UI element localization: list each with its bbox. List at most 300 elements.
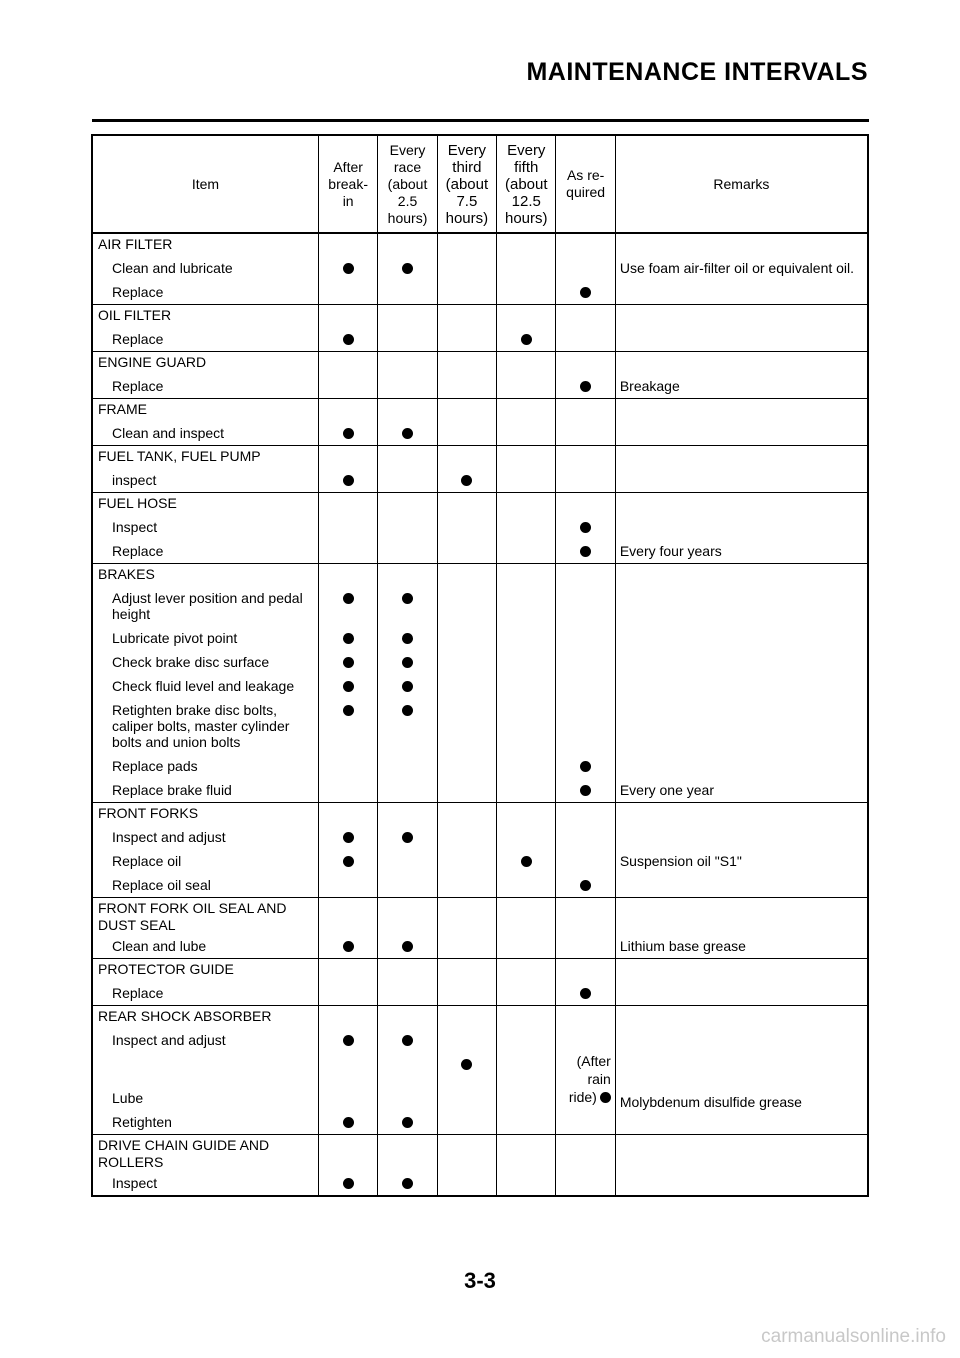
interval-cell <box>437 421 496 446</box>
filled-circle-icon <box>402 633 413 644</box>
category-label: PROTECTOR GUIDE <box>92 959 318 982</box>
interval-cell <box>318 981 377 1006</box>
filled-circle-icon <box>343 263 354 274</box>
filled-circle-icon <box>402 1178 413 1189</box>
remark-text <box>615 754 868 778</box>
category-label: ENGINE GUARD <box>92 352 318 375</box>
empty-cell <box>615 1135 868 1172</box>
filled-circle-icon <box>343 856 354 867</box>
filled-circle-icon <box>343 428 354 439</box>
interval-cell <box>497 1028 556 1052</box>
empty-cell <box>497 493 556 516</box>
empty-cell <box>378 446 437 469</box>
interval-cell <box>497 515 556 539</box>
empty-cell <box>615 1006 868 1029</box>
column-header-line: 7.5 <box>456 192 478 210</box>
interval-cell <box>318 778 377 803</box>
interval-cell <box>378 825 437 849</box>
table-row <box>92 778 868 803</box>
item-label: Replace <box>92 374 318 399</box>
interval-cell <box>437 468 496 493</box>
interval-cell <box>437 873 496 898</box>
empty-cell <box>497 352 556 375</box>
header-row <box>92 135 868 233</box>
column-header-line: break- <box>328 175 368 192</box>
interval-cell <box>318 849 377 873</box>
interval-cell <box>318 515 377 539</box>
empty-cell <box>378 352 437 375</box>
interval-cell <box>556 873 615 898</box>
interval-cell <box>556 626 615 650</box>
column-header <box>92 135 318 233</box>
interval-cell <box>497 626 556 650</box>
category-row <box>92 803 868 826</box>
category-label: BRAKES <box>92 564 318 587</box>
interval-cell <box>556 1052 615 1110</box>
category-row <box>92 959 868 982</box>
interval-cell <box>318 468 377 493</box>
column-header-line: As re- <box>566 167 605 183</box>
empty-cell <box>378 898 437 935</box>
column-header-line: Remarks <box>713 175 770 192</box>
item-label: Replace pads <box>92 754 318 778</box>
remark-text: Lithium base grease <box>615 934 868 959</box>
category-label: OIL FILTER <box>92 305 318 328</box>
interval-cell <box>318 934 377 959</box>
empty-cell <box>615 493 868 516</box>
item-label: Replace oil <box>92 849 318 873</box>
interval-cell <box>378 873 437 898</box>
interval-cell <box>437 698 496 754</box>
empty-cell <box>556 959 615 982</box>
filled-circle-icon <box>580 546 591 557</box>
interval-cell <box>556 981 615 1006</box>
remark-text: Molybdenum disulfide grease <box>615 1052 868 1110</box>
remark-text <box>615 1171 868 1196</box>
interval-cell <box>497 421 556 446</box>
filled-circle-icon <box>461 475 472 486</box>
interval-cell <box>437 539 496 564</box>
interval-cell <box>437 674 496 698</box>
interval-cell <box>378 674 437 698</box>
interval-cell <box>318 374 377 399</box>
column-header <box>615 135 868 233</box>
item-label: Replace <box>92 280 318 305</box>
column-header-line: hours) <box>505 209 548 227</box>
empty-cell <box>318 803 377 826</box>
remark-text <box>615 586 868 626</box>
empty-cell <box>615 352 868 375</box>
category-label: FUEL TANK, FUEL PUMP <box>92 446 318 469</box>
interval-cell <box>378 327 437 352</box>
table-row <box>92 539 868 564</box>
empty-cell <box>437 399 496 422</box>
filled-circle-icon <box>402 941 413 952</box>
filled-circle-icon <box>461 1059 472 1070</box>
interval-cell <box>497 650 556 674</box>
interval-cell <box>497 539 556 564</box>
interval-cell <box>497 1171 556 1196</box>
empty-cell <box>556 898 615 935</box>
remark-text <box>615 981 868 1006</box>
remark-text <box>615 1110 868 1135</box>
interval-cell <box>318 825 377 849</box>
category-row <box>92 898 868 935</box>
interval-cell <box>497 374 556 399</box>
empty-cell <box>318 446 377 469</box>
empty-cell <box>615 564 868 587</box>
remark-text: Every one year <box>615 778 868 803</box>
interval-cell <box>378 515 437 539</box>
item-label: Retighten brake disc bolts, caliper bolts, master cylinder bolts and union bolts <box>92 698 318 754</box>
empty-cell <box>556 564 615 587</box>
table-row <box>92 515 868 539</box>
interval-cell <box>378 1028 437 1052</box>
as-required-note: (After <box>576 1053 611 1069</box>
interval-cell <box>437 586 496 626</box>
page-number: 3-3 <box>464 1268 496 1293</box>
empty-cell <box>497 898 556 935</box>
category-row <box>92 1006 868 1029</box>
filled-circle-icon <box>600 1092 611 1103</box>
interval-cell <box>497 327 556 352</box>
interval-cell <box>556 1110 615 1135</box>
item-label: Clean and lubricate <box>92 256 318 280</box>
interval-cell <box>497 981 556 1006</box>
interval-cell <box>378 698 437 754</box>
table-row <box>92 374 868 399</box>
interval-cell <box>497 586 556 626</box>
empty-cell <box>437 446 496 469</box>
interval-cell <box>378 1052 437 1110</box>
column-header-line: quired <box>566 184 606 200</box>
category-row <box>92 564 868 587</box>
item-label: Lubricate pivot point <box>92 626 318 650</box>
filled-circle-icon <box>402 832 413 843</box>
empty-cell <box>318 352 377 375</box>
table-row <box>92 421 868 446</box>
interval-cell <box>556 539 615 564</box>
filled-circle-icon <box>343 334 354 345</box>
column-header-line: Item <box>191 175 220 192</box>
interval-cell <box>318 1171 377 1196</box>
filled-circle-icon <box>343 681 354 692</box>
interval-cell <box>556 754 615 778</box>
column-header <box>378 135 437 233</box>
interval-cell <box>437 754 496 778</box>
table-row <box>92 1110 868 1135</box>
category-row <box>92 305 868 328</box>
item-label: Inspect and adjust <box>92 825 318 849</box>
column-header-line: hours) <box>387 209 428 226</box>
column-header <box>318 135 377 233</box>
empty-cell <box>497 446 556 469</box>
item-label: Retighten <box>92 1110 318 1135</box>
empty-cell <box>615 233 868 256</box>
interval-cell <box>497 849 556 873</box>
table-row <box>92 674 868 698</box>
filled-circle-icon <box>402 593 413 604</box>
empty-cell <box>615 898 868 935</box>
interval-cell <box>437 981 496 1006</box>
remark-text <box>615 674 868 698</box>
item-label: Replace brake fluid <box>92 778 318 803</box>
filled-circle-icon <box>343 1178 354 1189</box>
item-label: Clean and lube <box>92 934 318 959</box>
empty-cell <box>378 493 437 516</box>
interval-cell <box>556 374 615 399</box>
filled-circle-icon <box>580 287 591 298</box>
interval-cell <box>497 778 556 803</box>
category-row <box>92 352 868 375</box>
empty-cell <box>556 233 615 256</box>
empty-cell <box>556 1135 615 1172</box>
empty-cell <box>556 305 615 328</box>
filled-circle-icon <box>343 705 354 716</box>
interval-cell <box>437 515 496 539</box>
filled-circle-icon <box>343 475 354 486</box>
table-row <box>92 873 868 898</box>
empty-cell <box>556 352 615 375</box>
interval-cell <box>378 280 437 305</box>
category-label: DRIVE CHAIN GUIDE AND ROLLERS <box>92 1135 318 1172</box>
interval-cell <box>556 650 615 674</box>
table-row <box>92 754 868 778</box>
interval-cell <box>437 626 496 650</box>
empty-cell <box>615 305 868 328</box>
interval-cell <box>556 1171 615 1196</box>
empty-cell <box>556 1006 615 1029</box>
interval-cell <box>378 468 437 493</box>
interval-cell <box>318 873 377 898</box>
column-header-line: (about <box>387 175 428 192</box>
interval-cell <box>437 825 496 849</box>
interval-cell <box>437 374 496 399</box>
watermark: carmanualsonline.info <box>761 1326 946 1347</box>
table-row <box>92 626 868 650</box>
filled-circle-icon <box>402 428 413 439</box>
empty-cell <box>437 493 496 516</box>
empty-cell <box>318 493 377 516</box>
empty-cell <box>497 305 556 328</box>
filled-circle-icon <box>402 1035 413 1046</box>
category-row <box>92 233 868 256</box>
column-header-line: Every <box>389 141 426 158</box>
interval-cell <box>437 1171 496 1196</box>
filled-circle-icon <box>343 593 354 604</box>
remark-text <box>615 468 868 493</box>
interval-cell <box>378 1171 437 1196</box>
filled-circle-icon <box>402 681 413 692</box>
interval-cell <box>556 280 615 305</box>
empty-cell <box>378 399 437 422</box>
interval-cell <box>378 626 437 650</box>
interval-cell <box>318 698 377 754</box>
remark-text <box>615 327 868 352</box>
empty-cell <box>497 959 556 982</box>
empty-cell <box>497 1006 556 1029</box>
category-row <box>92 1135 868 1172</box>
column-header-line: Every <box>507 141 546 159</box>
filled-circle-icon <box>343 1117 354 1128</box>
remark-text: Use foam air-filter oil or equivalent oil. <box>615 256 868 280</box>
empty-cell <box>378 959 437 982</box>
empty-cell <box>556 399 615 422</box>
interval-cell <box>378 421 437 446</box>
column-header <box>497 135 556 233</box>
interval-cell <box>556 674 615 698</box>
empty-cell <box>437 352 496 375</box>
empty-cell <box>318 399 377 422</box>
column-header-line: third <box>452 158 482 176</box>
item-label: inspect <box>92 468 318 493</box>
empty-cell <box>437 1006 496 1029</box>
as-required-note <box>556 1088 610 1106</box>
column-header <box>437 135 496 233</box>
interval-cell <box>556 327 615 352</box>
table-row <box>92 650 868 674</box>
remark-text <box>615 650 868 674</box>
remark-text <box>615 626 868 650</box>
interval-cell <box>497 934 556 959</box>
empty-cell <box>378 1006 437 1029</box>
interval-cell <box>437 1110 496 1135</box>
interval-cell <box>437 280 496 305</box>
table-row <box>92 934 868 959</box>
filled-circle-icon <box>402 657 413 668</box>
interval-cell <box>556 934 615 959</box>
category-label: AIR FILTER <box>92 233 318 256</box>
empty-cell <box>378 305 437 328</box>
interval-cell <box>497 256 556 280</box>
title-rule <box>92 119 869 122</box>
empty-cell <box>437 803 496 826</box>
interval-cell <box>497 1052 556 1110</box>
empty-cell <box>378 803 437 826</box>
interval-cell <box>556 256 615 280</box>
filled-circle-icon <box>580 880 591 891</box>
interval-cell <box>437 650 496 674</box>
interval-cell <box>437 778 496 803</box>
interval-cell <box>437 1028 496 1052</box>
empty-cell <box>556 803 615 826</box>
column-header-line: fifth <box>514 158 539 176</box>
column-header-line: in <box>342 192 354 209</box>
interval-cell <box>318 327 377 352</box>
interval-cell <box>497 1110 556 1135</box>
empty-cell <box>318 1006 377 1029</box>
interval-cell <box>556 778 615 803</box>
column-header-line: 2.5 <box>397 192 418 209</box>
column-header <box>556 135 615 233</box>
remark-text: Every four years <box>615 539 868 564</box>
empty-cell <box>318 959 377 982</box>
empty-cell <box>497 399 556 422</box>
interval-cell <box>318 421 377 446</box>
filled-circle-icon <box>343 1035 354 1046</box>
interval-cell <box>556 421 615 446</box>
filled-circle-icon <box>580 522 591 533</box>
empty-cell <box>615 803 868 826</box>
interval-cell <box>556 468 615 493</box>
filled-circle-icon <box>343 832 354 843</box>
table-row <box>92 981 868 1006</box>
category-row <box>92 399 868 422</box>
filled-circle-icon <box>402 705 413 716</box>
filled-circle-icon <box>402 1117 413 1128</box>
item-label: Inspect <box>92 1171 318 1196</box>
empty-cell <box>437 305 496 328</box>
empty-cell <box>497 564 556 587</box>
empty-cell <box>378 564 437 587</box>
empty-cell <box>615 446 868 469</box>
as-required-note-text: ride) <box>568 1089 597 1105</box>
category-label: REAR SHOCK ABSORBER <box>92 1006 318 1029</box>
empty-cell <box>318 1135 377 1172</box>
empty-cell <box>437 233 496 256</box>
category-row <box>92 493 868 516</box>
table-row <box>92 1028 868 1052</box>
interval-cell <box>497 873 556 898</box>
remark-text <box>615 421 868 446</box>
interval-cell <box>318 539 377 564</box>
interval-cell <box>497 754 556 778</box>
interval-cell <box>318 256 377 280</box>
table-row <box>92 327 868 352</box>
filled-circle-icon <box>343 633 354 644</box>
empty-cell <box>497 803 556 826</box>
category-label: FRONT FORK OIL SEAL AND DUST SEAL <box>92 898 318 935</box>
empty-cell <box>378 1135 437 1172</box>
category-label: FUEL HOSE <box>92 493 318 516</box>
interval-cell <box>497 825 556 849</box>
page-title: MAINTENANCE INTERVALS <box>526 58 868 86</box>
empty-cell <box>318 233 377 256</box>
filled-circle-icon <box>521 856 532 867</box>
interval-cell <box>318 586 377 626</box>
empty-cell <box>318 305 377 328</box>
interval-cell <box>318 280 377 305</box>
item-label: Adjust lever position and pedal height <box>92 586 318 626</box>
interval-cell <box>378 650 437 674</box>
filled-circle-icon <box>580 988 591 999</box>
interval-cell <box>497 468 556 493</box>
empty-cell <box>437 1135 496 1172</box>
remark-text <box>615 515 868 539</box>
interval-cell <box>556 825 615 849</box>
empty-cell <box>556 446 615 469</box>
interval-cell <box>318 1110 377 1135</box>
interval-cell <box>497 698 556 754</box>
interval-cell <box>318 1052 377 1110</box>
remark-text <box>615 873 868 898</box>
remark-text <box>615 1028 868 1052</box>
interval-cell <box>378 586 437 626</box>
empty-cell <box>556 493 615 516</box>
interval-cell <box>318 626 377 650</box>
interval-cell <box>556 698 615 754</box>
column-header-line: After <box>333 158 363 175</box>
interval-cell <box>437 327 496 352</box>
category-label: FRAME <box>92 399 318 422</box>
interval-cell <box>497 280 556 305</box>
table-row <box>92 280 868 305</box>
interval-cell <box>378 539 437 564</box>
interval-cell <box>437 1052 496 1110</box>
interval-cell <box>318 650 377 674</box>
table-row <box>92 825 868 849</box>
item-label: Replace <box>92 327 318 352</box>
